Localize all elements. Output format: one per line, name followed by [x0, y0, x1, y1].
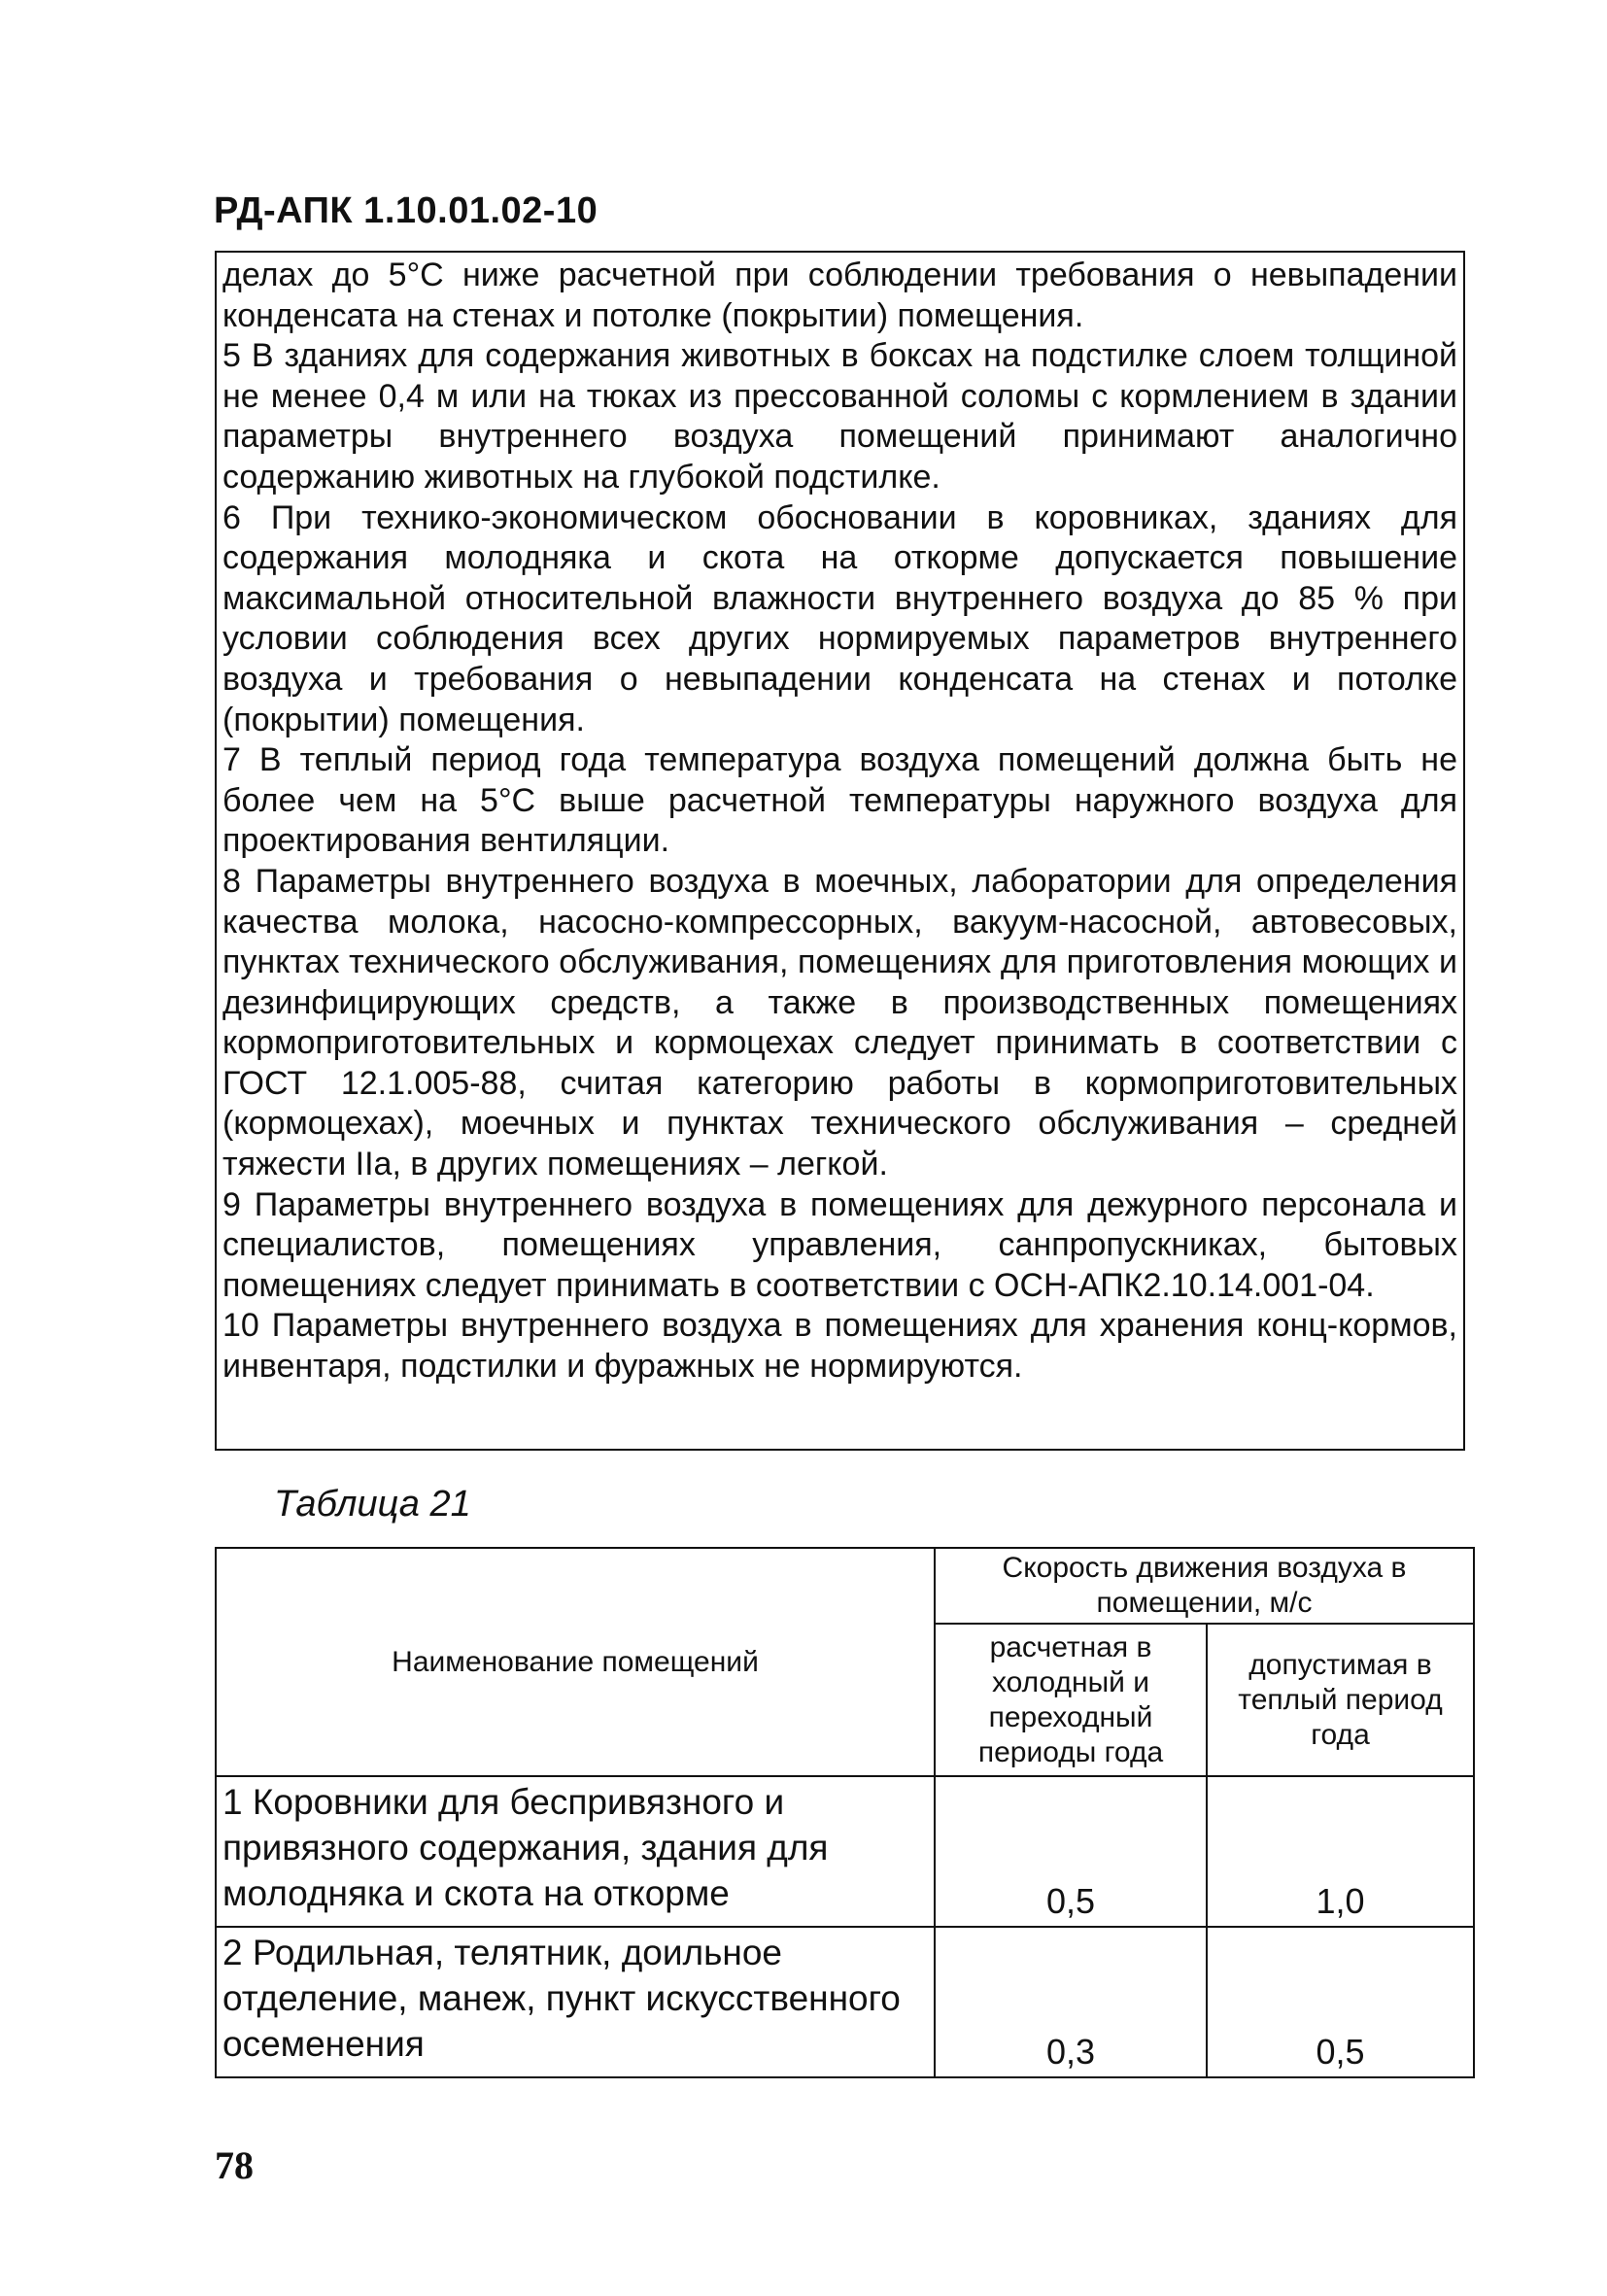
note-paragraph: 7 В теплый период года температура воздуха помещений должна быть не более чем на 5°С выше расчетной температуры наружного воздуха для проектирования вентиляции. [222, 741, 1457, 860]
warm-speed-cell: 0,5 [1207, 1927, 1474, 2077]
note-paragraph: 10 Параметры внутреннего воздуха в помещениях для хранения конц-кормов, инвентаря, подстилки и фуражных не нормируются. [222, 1307, 1457, 1386]
page-number: 78 [215, 2143, 254, 2187]
cold-speed-cell: 0,5 [935, 1776, 1207, 1927]
header-room-name: Наименование помещений [216, 1548, 935, 1776]
table-row [216, 1927, 1474, 2077]
note-paragraph: 6 При технико-экономическом обосновании в коровниках, зданиях для содержания молодняка и скота на откорме допускается повышение максимальной относительной влажности внутреннего воздуха до 85 % при условии соблюдения всех других нормируемых параметров внутреннего воздуха и требования о невыпадении конденсата на стенах и потолке (покрытии) помещения. [222, 498, 1457, 738]
note-paragraph: 9 Параметры внутреннего воздуха в помещениях для дежурного персонала и специалистов, помещениях управления, санпропускниках, бытовых помещениях следует принимать в соответствии с ОСН-АПК2.10.14.001-04. [222, 1185, 1457, 1304]
document-code: РД-АПК 1.10.01.02-10 [214, 190, 598, 231]
room-name-cell: 1 Коровники для беспривязного и привязного содержания, здания для молодняка и скота на откорме [216, 1776, 935, 1927]
notes-box [215, 251, 1465, 1451]
note-paragraph: делах до 5°С ниже расчетной при соблюдении требования о невыпадении конденсата на стенах и потолке (покрытии) помещения. [222, 257, 1457, 334]
note-paragraph: 5 В зданиях для содержания животных в боксах на подстилке слоем толщиной не менее 0,4 м или на тюках из прессованной соломы с кормлением в здании параметры внутреннего воздуха помещений принимают аналогично содержанию животных на глубокой подстилке. [222, 337, 1457, 496]
header-air-speed-group: Скорость движения воздуха в помещении, м/с [935, 1548, 1474, 1624]
room-name-cell: 2 Родильная, телятник, доильное отделение, манеж, пункт искусственного осеменения [216, 1927, 935, 2077]
warm-speed-cell: 1,0 [1207, 1776, 1474, 1927]
note-paragraph: 8 Параметры внутреннего воздуха в моечных, лаборатории для определения качества молока, насосно-компрессорных, вакуум-насосной, автовесовых, пунктах технического обслуживания, помещениях для приготовления моющих и дезинфицирующих средств, а также в производственных помещениях кормоприготовительных и кормоцехах следует принимать в соответствии с ГОСТ 12.1.005-88, считая категорию работы в кормоприготовительных (кормоцехах), моечных и пунктах технического обслуживания – средней тяжести IIа, в других помещениях – легкой. [222, 862, 1457, 1183]
table-row [216, 1776, 1474, 1927]
air-speed-table [215, 1547, 1475, 2078]
table-caption: Таблица 21 [274, 1484, 471, 1525]
header-cold-period: расчетная в холодный и переходный периоды года [935, 1624, 1207, 1776]
cold-speed-cell: 0,3 [935, 1927, 1207, 2077]
header-warm-period: допустимая в теплый период года [1207, 1624, 1474, 1776]
